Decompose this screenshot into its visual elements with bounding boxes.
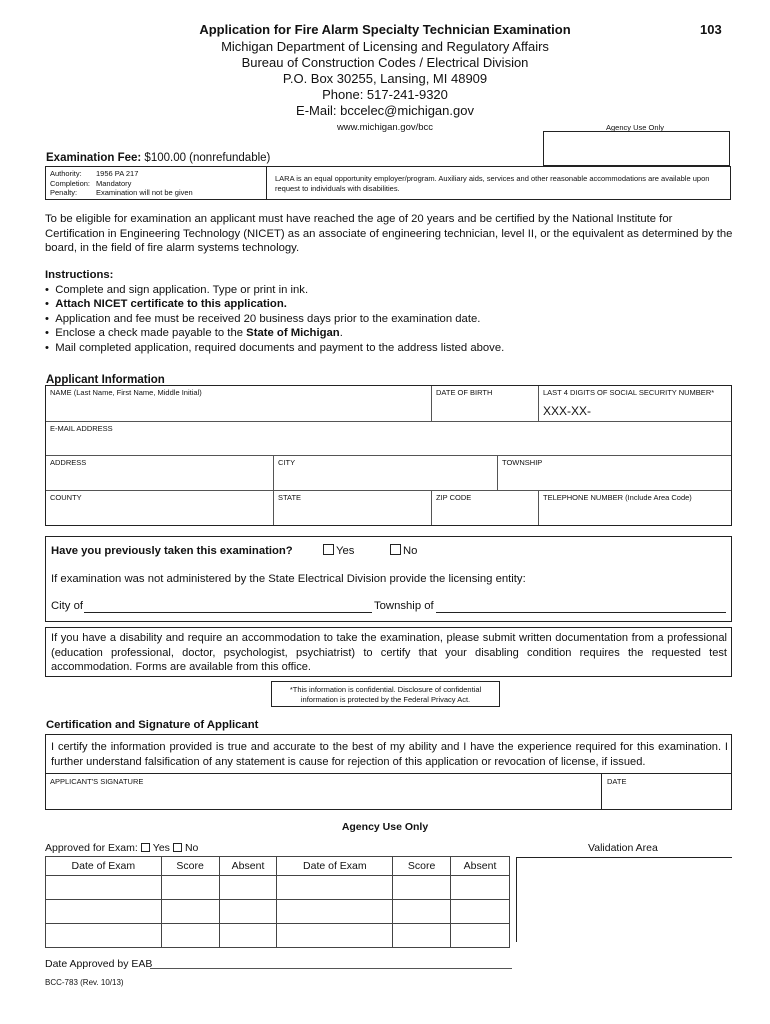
state-field[interactable] [274,491,431,525]
table-row [46,924,510,948]
col-header: Score [161,857,219,876]
entity-text: If examination was not administered by the State Electrical Division provide the licensing entity: [51,573,526,585]
previous-question: Have you previously taken this examination? [51,545,293,557]
exam-fee [46,152,270,164]
instruction-item: • Enclose a check made payable to the State of Michigan. [45,327,343,339]
phone-field[interactable] [539,491,731,525]
validation-area [516,857,732,942]
confidential-line-2: information is protected by the Federal Privacy Act. [300,695,471,704]
agency-use-box [543,131,730,166]
email-field[interactable] [46,422,731,455]
table-header-row [46,857,510,876]
eab-date-line[interactable] [150,968,512,969]
form-title: Application for Fire Alarm Specialty Technician Examination [199,22,571,37]
col-header: Date of Exam [46,857,162,876]
certification-heading: Certification and Signature of Applicant [46,719,259,731]
name-field[interactable] [46,386,431,421]
form-revision: BCC-783 (Rev. 10/13) [45,978,124,987]
instructions-heading: Instructions: [45,269,114,281]
approved-yes-checkbox[interactable] [141,843,150,852]
validation-area-label: Validation Area [588,842,658,854]
instruction-item: • Mail completed application, required documents and payment to the address listed above. [45,341,505,354]
col-header: Absent [451,857,510,876]
header-line: Michigan Department of Licensing and Regulatory Affairs [221,39,549,54]
header-line: P.O. Box 30255, Lansing, MI 48909 [282,71,488,86]
phone-label: TELEPHONE NUMBER (Include Area Code) [543,493,692,502]
exam-record-table [45,856,510,948]
exam-fee-label: Examination Fee: [46,152,142,164]
email-label: E-MAIL ADDRESS [50,424,113,433]
col-header: Score [393,857,451,876]
website: www.michigan.gov/bcc [336,122,434,133]
col-header: Date of Exam [277,857,393,876]
township-of-line[interactable] [436,612,726,613]
exam-fee-amount: $100.00 (nonrefundable) [144,152,271,164]
applicant-heading: Applicant Information [46,374,165,386]
col-header: Absent [219,857,277,876]
state-label: STATE [278,493,302,502]
ssn-value: XXX-XX- [543,404,592,418]
approved-no-checkbox[interactable] [173,843,182,852]
township-of-label: Township of [374,600,434,612]
ssn-field[interactable] [539,386,731,421]
table-row [46,876,510,900]
confidential-line-1: *This information is confidential. Disclosure of confidential [289,685,482,694]
city-field[interactable] [274,456,497,490]
instruction-item: • Application and fee must be received 20 business days prior to the examination date. [45,312,481,325]
address-field[interactable] [46,456,273,490]
previous-yes-option[interactable]: Yes [323,544,354,557]
header-line: Bureau of Construction Codes / Electrical Division [241,55,529,70]
table-row [46,900,510,924]
signature-field[interactable] [46,775,601,809]
county-label: COUNTY [50,493,82,502]
address-label: ADDRESS [50,458,87,467]
zip-label: ZIP CODE [436,493,472,502]
instructions [45,268,735,355]
instruction-item: • Attach NICET certificate to this application. [45,298,287,310]
zip-field[interactable] [432,491,538,525]
previous-no-option[interactable]: No [390,544,417,557]
dob-field[interactable] [432,386,538,421]
agency-use-label: Agency Use Only [606,123,664,132]
no-checkbox[interactable] [390,544,401,555]
city-label: CITY [278,458,296,467]
agency-heading: Agency Use Only [341,821,429,833]
eligibility-text: To be eligible for examination an applicant must have reached the age of 20 years and be certified by the National Institute for Certification in Engineering Technology (NICET) as an associate of engineering technician, level II, or the equivalent as determined by the board, in the field of fire alarm systems technology. [45,213,733,255]
header-line: E-Mail: bccelec@michigan.gov [296,103,474,118]
city-of-line[interactable] [84,612,372,613]
header-line: Phone: 517-241-9320 [322,87,448,102]
township-field[interactable] [498,456,731,490]
county-field[interactable] [46,491,273,525]
signature-date-label: DATE [607,777,627,786]
township-label: TOWNSHIP [502,458,543,467]
disability-text: If you have a disability and require an accommodation to take the examination, please submit written documentation from a professional (education professional, doctor, psychologist, psychiatrist) to certify that your disabling condition requires the requested test accommodation. Forms are available from this office. [51,632,727,673]
signature-date-field[interactable] [603,775,731,809]
lara-notice: LARA is an equal opportunity employer/program. Auxiliary aids, services and other reasonable accommodations are available upon request to individuals with disabilities. [275,174,710,193]
form-number: 103 [700,22,722,37]
instruction-item: • Complete and sign application. Type or print in ink. [45,283,309,296]
approved-for-exam: Approved for Exam: Yes No [45,842,199,854]
yes-checkbox[interactable] [323,544,334,555]
name-label: NAME (Last Name, First Name, Middle Initial) [50,388,202,397]
eab-label: Date Approved by EAB [45,958,153,970]
city-of-label: City of [51,600,84,612]
dob-label: DATE OF BIRTH [436,388,493,397]
certification-text: I certify the information provided is true and accurate to the best of my ability and I have the experience required for this examination. I further understand falsification of any statement is cause for rejection of this application or revocation of license, if issued. [51,741,728,768]
authority-block: Authority: 1956 PA 217 Completion: Mandatory Penalty: Examination will not be given [50,169,193,197]
ssn-label: LAST 4 DIGITS OF SOCIAL SECURITY NUMBER* [543,388,715,397]
signature-label: APPLICANT'S SIGNATURE [50,777,144,786]
